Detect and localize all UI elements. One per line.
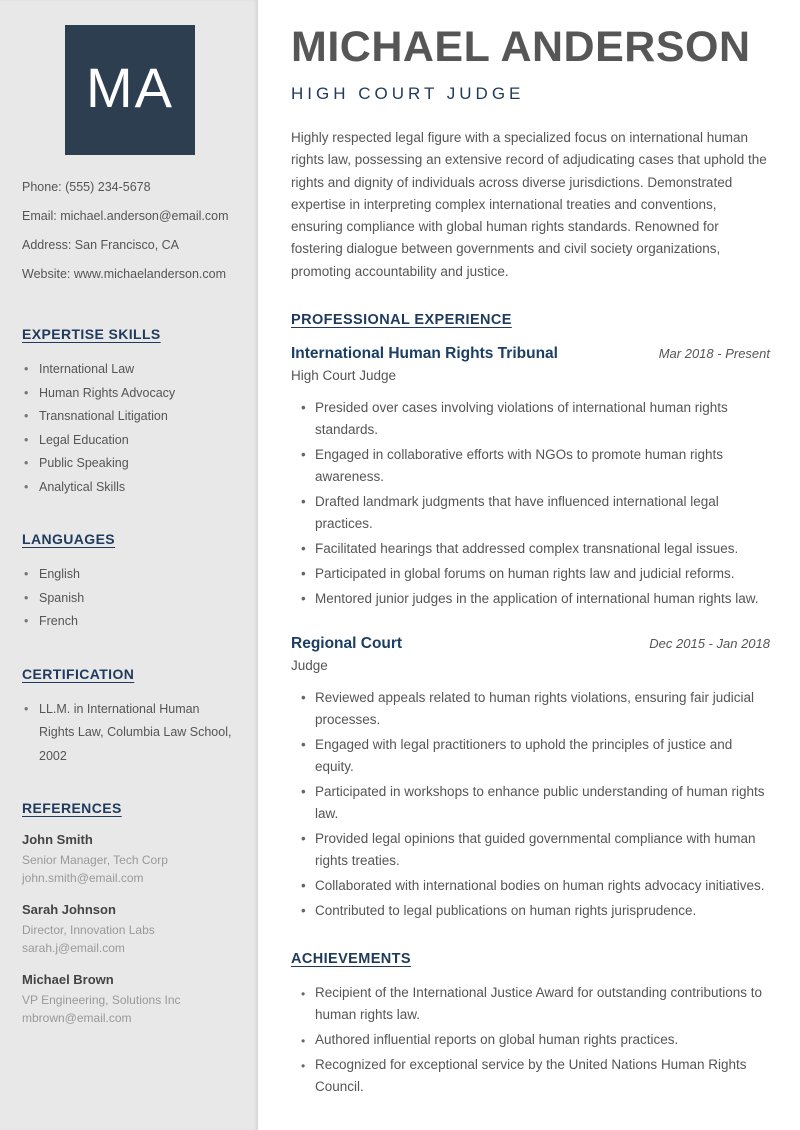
language-item: • French (22, 610, 238, 634)
certification-heading: CERTIFICATION (22, 665, 135, 682)
experience-bullet: • Mentored junior judges in the application of international human rights law. (301, 588, 770, 610)
certification-item: • LL.M. in International Human Rights Law, Columbia Law School, 2002 (22, 698, 238, 769)
reference-title: VP Engineering, Solutions Inc (22, 993, 181, 1007)
languages-list (22, 563, 238, 634)
experience-entry (291, 635, 770, 922)
reference-email: mbrown@email.com (22, 1011, 132, 1025)
references-list (22, 832, 238, 1027)
reference-entry (22, 902, 238, 957)
certification-list (22, 698, 238, 769)
experience-bullet: • Provided legal opinions that guided governmental compliance with human rights treaties. (301, 828, 770, 872)
experience-bullet: • Engaged with legal practitioners to uphold the principles of justice and equity. (301, 734, 770, 778)
experience-bullet-list (291, 687, 770, 922)
achievement-bullet: • Recipient of the International Justice Award for outstanding contributions to human rights law. (301, 982, 770, 1026)
reference-email: sarah.j@email.com (22, 941, 125, 955)
main-content (258, 0, 800, 1130)
skill-item: • Human Rights Advocacy (22, 382, 238, 406)
skill-item: • Analytical Skills (22, 476, 238, 500)
experience-entry-header (291, 345, 770, 363)
experience-dates: Mar 2018 - Present (658, 346, 770, 362)
skill-item: • Legal Education (22, 429, 238, 453)
reference-name: John Smith (22, 832, 93, 847)
experience-bullet: • Contributed to legal publications on human rights jurisprudence. (301, 900, 770, 922)
skill-item: • Transnational Litigation (22, 405, 238, 429)
languages-heading: LANGUAGES (22, 531, 116, 547)
skill-item: • Public Speaking (22, 452, 238, 476)
reference-email: john.smith@email.com (22, 871, 144, 885)
experience-entry-header (291, 635, 770, 653)
language-item: • English (22, 563, 238, 587)
avatar-initials: MA (86, 56, 174, 119)
experience-company: Regional Court (291, 635, 403, 653)
skill-item: • International Law (22, 358, 238, 382)
experience-company: International Human Rights Tribunal (291, 345, 558, 363)
contact-email: Email: michael.anderson@email.com (22, 209, 229, 223)
expertise-skills-list (22, 358, 238, 499)
experience-bullet: • Facilitated hearings that addressed complex transnational legal issues. (301, 538, 770, 560)
experience-bullet: • Collaborated with international bodies on human rights advocacy initiatives. (301, 875, 770, 897)
reference-entry (22, 832, 238, 887)
experience-bullet: • Engaged in collaborative efforts with NGOs to promote human rights awareness. (301, 444, 770, 488)
professional-experience-heading: PROFESSIONAL EXPERIENCE (291, 312, 512, 329)
reference-entry (22, 972, 238, 1027)
achievements-section (291, 951, 770, 1098)
experience-bullet: • Participated in workshops to enhance public understanding of human rights law. (301, 781, 770, 825)
experience-bullet: • Presided over cases involving violations of international human rights standards. (301, 397, 770, 441)
avatar (65, 25, 195, 155)
experience-role: Judge (291, 658, 328, 674)
contact-phone: Phone: (555) 234-5678 (22, 180, 151, 194)
experience-entry (291, 345, 770, 610)
sidebar (0, 0, 258, 1130)
experience-bullet: • Participated in global forums on human rights law and judicial reforms. (301, 563, 770, 585)
experience-bullet: • Drafted landmark judgments that have influenced international legal practices. (301, 491, 770, 535)
experience-dates: Dec 2015 - Jan 2018 (649, 636, 770, 652)
contact-info (22, 179, 238, 282)
expertise-skills-heading: EXPERTISE SKILLS (22, 326, 161, 342)
experience-role: High Court Judge (291, 368, 397, 384)
experience-bullet-list (291, 397, 770, 610)
professional-summary: Highly respected legal figure with a specialized focus on international human rights law, possessing an extensive record of adjudicating cases that uphold the rights and dignity of individuals across diverse jurisdictions. Demonstrated expertise in interpreting complex international treaties and conventions, ensuring compliance with global human rights standards. Renowned for fostering dialogue between governments and civil society organizations, promoting accountability and justice. (291, 130, 767, 279)
reference-name: Sarah Johnson (22, 902, 116, 917)
experience-bullet: • Reviewed appeals related to human rights violations, ensuring fair judicial processes. (301, 687, 770, 731)
contact-website: Website: www.michaelanderson.com (22, 267, 227, 281)
achievement-bullet: • Recognized for exceptional service by the United Nations Human Rights Council. (301, 1054, 770, 1098)
achievements-heading: ACHIEVEMENTS (291, 951, 412, 968)
page-title: MICHAEL ANDERSON (291, 23, 751, 71)
references-heading: REFERENCES (22, 800, 122, 816)
reference-title: Senior Manager, Tech Corp (22, 853, 168, 867)
language-item: • Spanish (22, 587, 238, 611)
achievement-bullet: • Authored influential reports on global human rights practices. (301, 1029, 770, 1051)
current-role-subtitle: HIGH COURT JUDGE (291, 84, 525, 103)
reference-name: Michael Brown (22, 972, 114, 987)
achievements-bullet-list (291, 982, 770, 1098)
reference-title: Director, Innovation Labs (22, 923, 155, 937)
contact-address: Address: San Francisco, CA (22, 238, 180, 252)
